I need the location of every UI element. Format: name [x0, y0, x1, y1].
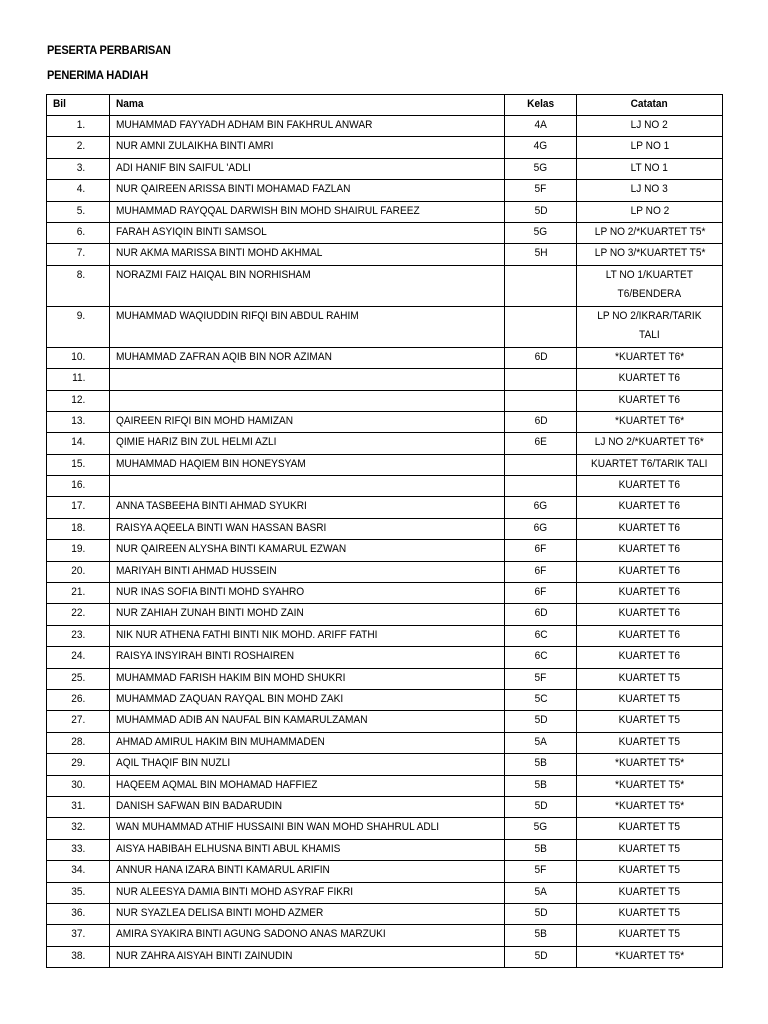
- cell-nama: MUHAMMAD ADIB AN NAUFAL BIN KAMARULZAMAN: [110, 711, 505, 732]
- cell-kelas: 6G: [505, 518, 577, 539]
- cell-kelas: 5F: [505, 668, 577, 689]
- cell-catatan: KUARTET T6: [577, 583, 723, 604]
- table-row: [47, 925, 723, 946]
- table-row: [47, 775, 723, 796]
- table-row: [47, 116, 723, 137]
- column-header-kelas: Kelas: [505, 95, 577, 116]
- cell-bil: 21.: [47, 583, 110, 604]
- cell-kelas: 6F: [505, 583, 577, 604]
- cell-nama: RAISYA INSYIRAH BINTI ROSHAIREN: [110, 647, 505, 668]
- cell-nama: QAIREEN RIFQI BIN MOHD HAMIZAN: [110, 411, 505, 432]
- cell-nama: ADI HANIF BIN SAIFUL 'ADLI: [110, 158, 505, 179]
- cell-bil: 10.: [47, 347, 110, 368]
- cell-bil: 37.: [47, 925, 110, 946]
- cell-bil: 36.: [47, 903, 110, 924]
- cell-catatan: LJ NO 2: [577, 116, 723, 137]
- table-row: [47, 454, 723, 475]
- cell-catatan: KUARTET T6/TARIK TALI: [577, 454, 723, 475]
- table-row: [47, 411, 723, 432]
- cell-kelas: 6D: [505, 411, 577, 432]
- cell-nama: MUHAMMAD ZAFRAN AQIB BIN NOR AZIMAN: [110, 347, 505, 368]
- cell-kelas: 5A: [505, 732, 577, 753]
- cell-nama: NUR ALEESYA DAMIA BINTI MOHD ASYRAF FIKRI: [110, 882, 505, 903]
- cell-catatan: KUARTET T6: [577, 625, 723, 646]
- cell-nama: ANNA TASBEEHA BINTI AHMAD SYUKRI: [110, 497, 505, 518]
- table-row: [47, 818, 723, 839]
- cell-catatan: *KUARTET T5*: [577, 796, 723, 817]
- document-subheading: PENERIMA HADIAH: [47, 68, 149, 82]
- cell-bil: 15.: [47, 454, 110, 475]
- cell-kelas: 6C: [505, 647, 577, 668]
- cell-bil: 5.: [47, 201, 110, 222]
- table-row: [47, 265, 723, 306]
- cell-nama: NUR AMNI ZULAIKHA BINTI AMRI: [110, 137, 505, 158]
- cell-nama: NUR INAS SOFIA BINTI MOHD SYAHRO: [110, 583, 505, 604]
- table-row: [47, 946, 723, 967]
- cell-kelas: 5B: [505, 754, 577, 775]
- cell-catatan: KUARTET T6: [577, 390, 723, 411]
- cell-bil: 27.: [47, 711, 110, 732]
- cell-kelas: 5C: [505, 689, 577, 710]
- cell-nama: [110, 390, 505, 411]
- cell-kelas: [505, 390, 577, 411]
- cell-bil: 9.: [47, 306, 110, 347]
- cell-bil: 26.: [47, 689, 110, 710]
- cell-nama: DANISH SAFWAN BIN BADARUDIN: [110, 796, 505, 817]
- cell-kelas: 5G: [505, 222, 577, 243]
- column-header-catatan: Catatan: [577, 95, 723, 116]
- table-row: [47, 347, 723, 368]
- table-row: [47, 882, 723, 903]
- table-row: [47, 689, 723, 710]
- cell-kelas: [505, 476, 577, 497]
- table-row: [47, 903, 723, 924]
- cell-nama: QIMIE HARIZ BIN ZUL HELMI AZLI: [110, 433, 505, 454]
- cell-nama: MUHAMMAD FAYYADH ADHAM BIN FAKHRUL ANWAR: [110, 116, 505, 137]
- table-row: [47, 390, 723, 411]
- table-row: [47, 306, 723, 347]
- cell-bil: 24.: [47, 647, 110, 668]
- cell-bil: 8.: [47, 265, 110, 306]
- cell-nama: AMIRA SYAKIRA BINTI AGUNG SADONO ANAS MARZUKI: [110, 925, 505, 946]
- cell-catatan: *KUARTET T6*: [577, 411, 723, 432]
- cell-kelas: 6C: [505, 625, 577, 646]
- table-row: [47, 732, 723, 753]
- cell-catatan: KUARTET T5: [577, 839, 723, 860]
- cell-kelas: 5F: [505, 180, 577, 201]
- cell-bil: 4.: [47, 180, 110, 201]
- table-row: [47, 244, 723, 265]
- cell-bil: 25.: [47, 668, 110, 689]
- cell-catatan: KUARTET T5: [577, 818, 723, 839]
- cell-bil: 33.: [47, 839, 110, 860]
- cell-catatan: KUARTET T5: [577, 689, 723, 710]
- cell-catatan: *KUARTET T5*: [577, 946, 723, 967]
- cell-kelas: [505, 454, 577, 475]
- cell-catatan: LP NO 2/*KUARTET T5*: [577, 222, 723, 243]
- cell-nama: NUR QAIREEN ALYSHA BINTI KAMARUL EZWAN: [110, 540, 505, 561]
- table-row: [47, 861, 723, 882]
- cell-kelas: 5A: [505, 882, 577, 903]
- column-header-bil: Bil: [47, 95, 110, 116]
- cell-catatan: KUARTET T6: [577, 540, 723, 561]
- cell-bil: 31.: [47, 796, 110, 817]
- cell-kelas: 6F: [505, 561, 577, 582]
- cell-nama: ANNUR HANA IZARA BINTI KAMARUL ARIFIN: [110, 861, 505, 882]
- table-row: [47, 540, 723, 561]
- cell-nama: WAN MUHAMMAD ATHIF HUSSAINI BIN WAN MOHD SHAHRUL ADLI: [110, 818, 505, 839]
- cell-catatan: KUARTET T5: [577, 925, 723, 946]
- table-row: [47, 839, 723, 860]
- cell-catatan: LP NO 1: [577, 137, 723, 158]
- cell-kelas: 5D: [505, 903, 577, 924]
- cell-nama: NUR QAIREEN ARISSA BINTI MOHAMAD FAZLAN: [110, 180, 505, 201]
- cell-bil: 3.: [47, 158, 110, 179]
- cell-catatan: KUARTET T5: [577, 882, 723, 903]
- cell-kelas: 5B: [505, 839, 577, 860]
- cell-kelas: 5D: [505, 711, 577, 732]
- cell-kelas: 5B: [505, 775, 577, 796]
- table-row: [47, 369, 723, 390]
- cell-catatan: LT NO 1/KUARTET T6/BENDERA: [577, 265, 723, 306]
- cell-bil: 16.: [47, 476, 110, 497]
- cell-kelas: 6D: [505, 347, 577, 368]
- cell-bil: 17.: [47, 497, 110, 518]
- cell-nama: MUHAMMAD FARISH HAKIM BIN MOHD SHUKRI: [110, 668, 505, 689]
- table-row: [47, 647, 723, 668]
- table-row: [47, 158, 723, 179]
- cell-bil: 11.: [47, 369, 110, 390]
- cell-bil: 23.: [47, 625, 110, 646]
- cell-kelas: 5G: [505, 818, 577, 839]
- cell-catatan: LT NO 1: [577, 158, 723, 179]
- cell-kelas: 6E: [505, 433, 577, 454]
- cell-kelas: [505, 265, 577, 306]
- table-row: [47, 433, 723, 454]
- cell-nama: AISYA HABIBAH ELHUSNA BINTI ABUL KHAMIS: [110, 839, 505, 860]
- cell-catatan: KUARTET T5: [577, 732, 723, 753]
- cell-kelas: 5D: [505, 946, 577, 967]
- cell-catatan: KUARTET T5: [577, 861, 723, 882]
- table-row: [47, 796, 723, 817]
- cell-nama: MARIYAH BINTI AHMAD HUSSEIN: [110, 561, 505, 582]
- cell-catatan: *KUARTET T5*: [577, 775, 723, 796]
- cell-bil: 19.: [47, 540, 110, 561]
- cell-kelas: 4A: [505, 116, 577, 137]
- cell-catatan: KUARTET T6: [577, 497, 723, 518]
- cell-bil: 2.: [47, 137, 110, 158]
- cell-kelas: 6G: [505, 497, 577, 518]
- cell-kelas: 5D: [505, 796, 577, 817]
- cell-kelas: [505, 306, 577, 347]
- cell-kelas: 6F: [505, 540, 577, 561]
- cell-bil: 12.: [47, 390, 110, 411]
- cell-nama: NIK NUR ATHENA FATHI BINTI NIK MOHD. ARIFF FATHI: [110, 625, 505, 646]
- cell-catatan: LP NO 2: [577, 201, 723, 222]
- table-row: [47, 201, 723, 222]
- cell-catatan: KUARTET T6: [577, 369, 723, 390]
- table-row: [47, 518, 723, 539]
- cell-catatan: LP NO 2/IKRAR/TARIK TALI: [577, 306, 723, 347]
- cell-kelas: 5G: [505, 158, 577, 179]
- cell-bil: 7.: [47, 244, 110, 265]
- cell-kelas: 5H: [505, 244, 577, 265]
- cell-bil: 29.: [47, 754, 110, 775]
- cell-kelas: 6D: [505, 604, 577, 625]
- table-row: [47, 137, 723, 158]
- cell-catatan: LJ NO 2/*KUARTET T6*: [577, 433, 723, 454]
- cell-catatan: *KUARTET T5*: [577, 754, 723, 775]
- cell-nama: NUR AKMA MARISSA BINTI MOHD AKHMAL: [110, 244, 505, 265]
- cell-nama: AHMAD AMIRUL HAKIM BIN MUHAMMADEN: [110, 732, 505, 753]
- cell-nama: [110, 476, 505, 497]
- document-heading: PESERTA PERBARISAN: [47, 43, 171, 57]
- cell-nama: AQIL THAQIF BIN NUZLI: [110, 754, 505, 775]
- cell-kelas: [505, 369, 577, 390]
- cell-catatan: KUARTET T6: [577, 476, 723, 497]
- cell-bil: 13.: [47, 411, 110, 432]
- cell-catatan: KUARTET T5: [577, 668, 723, 689]
- column-header-nama: Nama: [110, 95, 505, 116]
- cell-nama: MUHAMMAD WAQIUDDIN RIFQI BIN ABDUL RAHIM: [110, 306, 505, 347]
- cell-kelas: 5B: [505, 925, 577, 946]
- cell-catatan: KUARTET T6: [577, 561, 723, 582]
- table-row: [47, 668, 723, 689]
- cell-nama: NUR SYAZLEA DELISA BINTI MOHD AZMER: [110, 903, 505, 924]
- cell-bil: 32.: [47, 818, 110, 839]
- table-row: [47, 754, 723, 775]
- table-row: [47, 180, 723, 201]
- cell-bil: 35.: [47, 882, 110, 903]
- cell-bil: 22.: [47, 604, 110, 625]
- table-row: [47, 561, 723, 582]
- cell-nama: NUR ZAHIAH ZUNAH BINTI MOHD ZAIN: [110, 604, 505, 625]
- cell-nama: NORAZMI FAIZ HAIQAL BIN NORHISHAM: [110, 265, 505, 306]
- cell-nama: MUHAMMAD HAQIEM BIN HONEYSYAM: [110, 454, 505, 475]
- cell-catatan: KUARTET T5: [577, 711, 723, 732]
- cell-bil: 1.: [47, 116, 110, 137]
- table-row: [47, 476, 723, 497]
- cell-bil: 14.: [47, 433, 110, 454]
- cell-nama: NUR ZAHRA AISYAH BINTI ZAINUDIN: [110, 946, 505, 967]
- cell-catatan: KUARTET T6: [577, 647, 723, 668]
- cell-bil: 20.: [47, 561, 110, 582]
- table-row: [47, 497, 723, 518]
- cell-nama: HAQEEM AQMAL BIN MOHAMAD HAFFIEZ: [110, 775, 505, 796]
- table-header-row: [47, 95, 723, 116]
- table-row: [47, 711, 723, 732]
- table-row: [47, 625, 723, 646]
- cell-bil: 38.: [47, 946, 110, 967]
- table-row: [47, 583, 723, 604]
- cell-catatan: KUARTET T6: [577, 518, 723, 539]
- cell-kelas: 4G: [505, 137, 577, 158]
- cell-nama: MUHAMMAD ZAQUAN RAYQAL BIN MOHD ZAKI: [110, 689, 505, 710]
- cell-catatan: KUARTET T6: [577, 604, 723, 625]
- cell-nama: [110, 369, 505, 390]
- cell-catatan: *KUARTET T6*: [577, 347, 723, 368]
- cell-bil: 28.: [47, 732, 110, 753]
- cell-nama: RAISYA AQEELA BINTI WAN HASSAN BASRI: [110, 518, 505, 539]
- table-row: [47, 222, 723, 243]
- cell-kelas: 5F: [505, 861, 577, 882]
- cell-catatan: LJ NO 3: [577, 180, 723, 201]
- cell-nama: FARAH ASYIQIN BINTI SAMSOL: [110, 222, 505, 243]
- cell-bil: 18.: [47, 518, 110, 539]
- cell-kelas: 5D: [505, 201, 577, 222]
- cell-catatan: KUARTET T5: [577, 903, 723, 924]
- cell-bil: 30.: [47, 775, 110, 796]
- participants-table: [46, 94, 723, 968]
- cell-catatan: LP NO 3/*KUARTET T5*: [577, 244, 723, 265]
- cell-bil: 34.: [47, 861, 110, 882]
- cell-nama: MUHAMMAD RAYQQAL DARWISH BIN MOHD SHAIRUL FAREEZ: [110, 201, 505, 222]
- table-row: [47, 604, 723, 625]
- cell-bil: 6.: [47, 222, 110, 243]
